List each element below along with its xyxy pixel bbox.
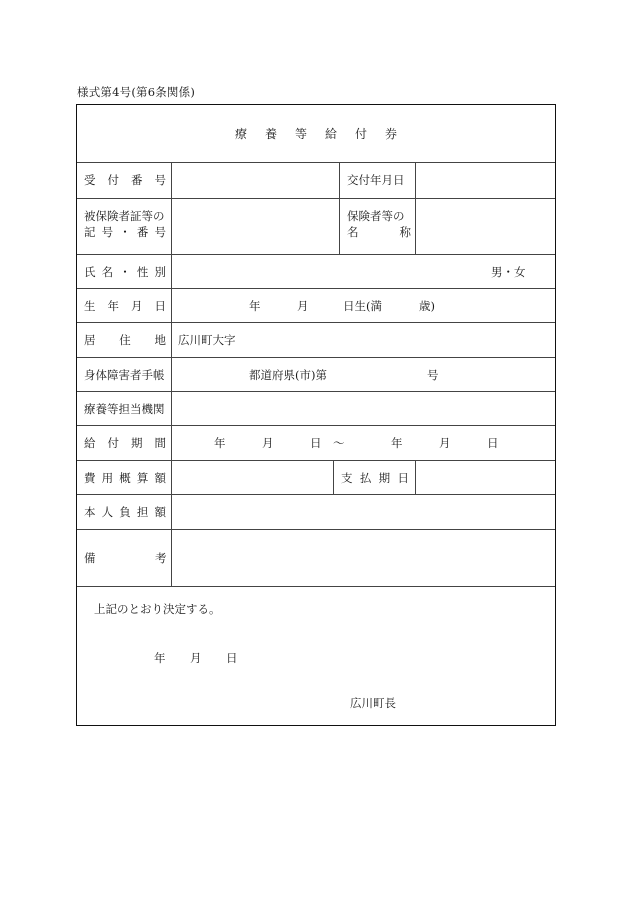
label-char: ・ bbox=[119, 265, 131, 279]
row-divider bbox=[77, 357, 555, 358]
label-char: 期 bbox=[378, 471, 391, 485]
decision-year-unit: 年 bbox=[154, 651, 166, 665]
label-char: 名 bbox=[101, 265, 114, 279]
address-value: 広川町大字 bbox=[178, 333, 236, 347]
institution-label: 療養等担当機関 bbox=[84, 402, 165, 416]
period-start-month: 月 bbox=[262, 436, 274, 450]
period-start-year: 年 bbox=[214, 436, 226, 450]
row-divider bbox=[77, 586, 555, 587]
side-value-divider bbox=[415, 460, 416, 494]
payment-date-label bbox=[341, 471, 409, 485]
label-char: 付 bbox=[107, 173, 119, 187]
row-divider bbox=[77, 322, 555, 323]
label-char: 住 bbox=[119, 333, 131, 347]
label-char: ・ bbox=[119, 225, 131, 239]
birth-year-unit: 年 bbox=[249, 299, 261, 313]
label-char: 氏 bbox=[84, 265, 96, 279]
label-char: 性 bbox=[136, 265, 149, 279]
gender-options: 男・女 bbox=[491, 265, 526, 279]
period-start-day: 日 bbox=[310, 436, 322, 450]
insurance-card-label-line1: 被保険者証等の bbox=[84, 209, 165, 223]
label-char: 概 bbox=[119, 471, 131, 485]
label-char: 算 bbox=[136, 471, 149, 485]
side-label-divider bbox=[333, 460, 334, 494]
birth-day-age-open: 日生(満 bbox=[343, 299, 382, 313]
form-caption: 様式第4号(第6条関係) bbox=[77, 85, 196, 99]
side-label-divider bbox=[339, 162, 340, 254]
label-char: 号 bbox=[154, 225, 166, 239]
handbook-number-suffix: 号 bbox=[427, 368, 439, 382]
label-char: 期 bbox=[131, 436, 143, 450]
label-char: 担 bbox=[136, 505, 149, 519]
period-end-day: 日 bbox=[487, 436, 499, 450]
birth-month-unit: 月 bbox=[297, 299, 309, 313]
label-char: 記 bbox=[84, 225, 96, 239]
row-divider bbox=[77, 391, 555, 392]
label-char: 生 bbox=[84, 299, 96, 313]
label-column-divider bbox=[171, 162, 172, 586]
label-char: 受 bbox=[84, 173, 96, 187]
row-divider bbox=[77, 529, 555, 530]
label-char: 日 bbox=[154, 299, 166, 313]
row-divider bbox=[77, 288, 555, 289]
decision-day-unit: 日 bbox=[226, 651, 238, 665]
label-char: 居 bbox=[84, 333, 96, 347]
label-char: 番 bbox=[131, 173, 143, 187]
row-divider bbox=[77, 198, 555, 199]
label-char: 名 bbox=[347, 225, 359, 239]
issue-date-label: 交付年月日 bbox=[347, 173, 405, 187]
cost-estimate-label bbox=[84, 471, 166, 485]
label-char: 間 bbox=[154, 436, 166, 450]
label-char: 給 bbox=[84, 436, 96, 450]
signer: 広川町長 bbox=[350, 696, 396, 710]
insurer-name-label-line2 bbox=[347, 225, 411, 239]
label-char: 額 bbox=[154, 471, 166, 485]
name-gender-label bbox=[84, 265, 166, 279]
label-char: 号 bbox=[154, 173, 166, 187]
label-char: 支 bbox=[341, 471, 353, 485]
period-end-month: 月 bbox=[439, 436, 451, 450]
age-close: 歳) bbox=[419, 299, 435, 313]
label-char: 別 bbox=[154, 265, 166, 279]
benefit-voucher-form bbox=[76, 104, 556, 726]
label-char: 負 bbox=[119, 505, 131, 519]
row-divider bbox=[77, 425, 555, 426]
birthdate-label bbox=[84, 299, 166, 313]
label-char: 額 bbox=[154, 505, 166, 519]
receipt-number-label bbox=[84, 173, 166, 187]
label-char: 人 bbox=[101, 505, 114, 519]
side-value-divider bbox=[415, 162, 416, 254]
label-char: 払 bbox=[359, 471, 372, 485]
insurance-card-label-line2 bbox=[84, 225, 166, 239]
label-char: 日 bbox=[397, 471, 409, 485]
period-label bbox=[84, 436, 166, 450]
address-label bbox=[84, 333, 166, 347]
label-char: 付 bbox=[107, 436, 119, 450]
insurer-name-label-line1: 保険者等の bbox=[347, 209, 405, 223]
label-char: 用 bbox=[101, 471, 114, 485]
row-divider bbox=[77, 162, 555, 163]
prefecture-text: 都道府県(市)第 bbox=[249, 368, 327, 382]
label-char: 本 bbox=[84, 505, 96, 519]
label-char: 号 bbox=[101, 225, 114, 239]
row-divider bbox=[77, 494, 555, 495]
label-char: 番 bbox=[136, 225, 149, 239]
decision-text: 上記のとおり決定する。 bbox=[94, 602, 221, 616]
decision-month-unit: 月 bbox=[190, 651, 202, 665]
label-char: 費 bbox=[84, 471, 96, 485]
label-char: 地 bbox=[154, 333, 166, 347]
label-char: 月 bbox=[131, 299, 143, 313]
row-divider bbox=[77, 460, 555, 461]
label-char: 年 bbox=[107, 299, 119, 313]
row-divider bbox=[77, 254, 555, 255]
period-end-year: 年 bbox=[391, 436, 403, 450]
period-tilde: 〜 bbox=[333, 436, 345, 450]
remarks-label-left: 備 bbox=[84, 551, 96, 565]
label-char: 称 bbox=[399, 225, 411, 239]
remarks-label-right: 考 bbox=[155, 551, 167, 565]
self-pay-label bbox=[84, 505, 166, 519]
disability-handbook-label: 身体障害者手帳 bbox=[84, 368, 165, 382]
form-title: 療養等給付券 bbox=[234, 127, 415, 141]
